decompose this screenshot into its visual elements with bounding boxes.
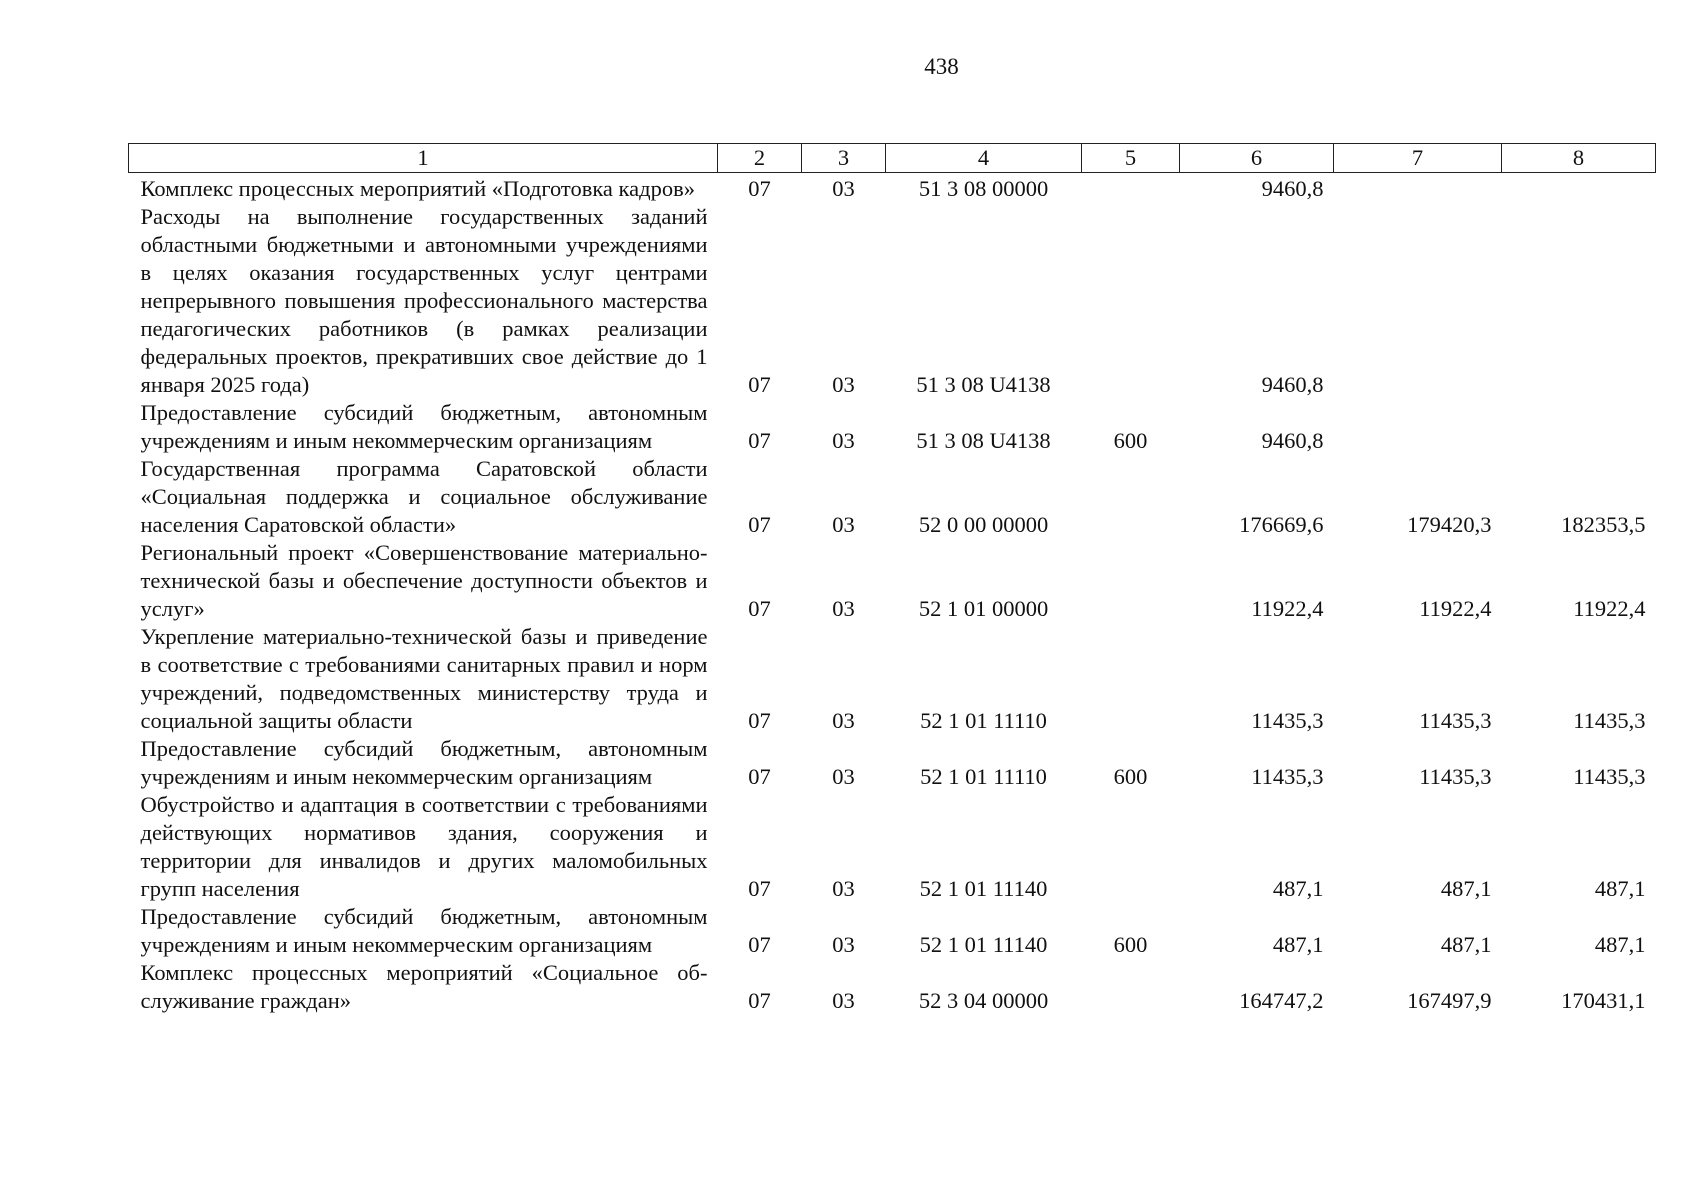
amount-col8-cell [1502,399,1656,455]
amount-col7-cell [1334,173,1502,204]
table-row [129,173,1656,204]
column-header: 8 [1502,144,1656,173]
expense-type-cell [1082,539,1180,623]
row-name: Государственная программа Саратовской области «Социальная поддержка и социальное обслуживание населения Саратовской области» [140,456,708,537]
amount-col6-cell: 11435,3 [1251,764,1324,789]
razdel-cell: 07 [748,876,771,901]
amount-col8-cell: 11922,4 [1573,596,1646,621]
expense-type-cell [1082,959,1180,1015]
table-row [129,959,1656,1015]
table-row [129,399,1656,455]
row-name: Комплекс процессных мероприятий «Социальное обслуживание граждан» [140,960,708,1013]
amount-col7-cell: 179420,3 [1407,512,1492,537]
expense-type-cell [1082,791,1180,903]
target-code-cell: 51 3 08 U4138 [916,372,1051,397]
amount-col8-cell: 11435,3 [1573,764,1646,789]
amount-col7-cell: 11922,4 [1419,596,1492,621]
amount-col6-cell: 164747,2 [1239,988,1324,1013]
razdel-cell: 07 [748,176,771,201]
target-code-cell: 52 3 04 00000 [918,988,1049,1013]
row-name: Укрепление материально-технической базы и приведение в соответствие с требованиями санитарных правил и норм учреждений, подведомственных министерству труда и социальной защиты области [140,624,708,733]
razdel-cell: 07 [748,512,771,537]
amount-col6-cell: 9460,8 [1261,428,1324,453]
podrazdel-cell: 03 [832,176,855,201]
expense-type-cell [1082,455,1180,539]
amount-col8-cell: 182353,5 [1561,512,1646,537]
column-header: 7 [1334,144,1502,173]
target-code-cell: 52 1 01 00000 [918,596,1049,621]
column-header: 4 [886,144,1082,173]
row-name: Комплекс процессных мероприятий «Подготовка кадров» [140,176,695,201]
page-number: 438 [924,54,959,79]
target-code-cell: 51 3 08 U4138 [916,428,1051,453]
amount-col7-cell: 167497,9 [1407,988,1492,1013]
table-row [129,791,1656,903]
razdel-cell: 07 [748,708,771,733]
razdel-cell: 07 [748,428,771,453]
target-code-cell: 52 1 01 11140 [919,876,1048,901]
podrazdel-cell: 03 [832,708,855,733]
amount-col8-cell [1502,173,1656,204]
row-name: Обустройство и адаптация в соответствии с требованиями действующих нормативов здания, сооружения и территории для инвалидов и других маломобильных групп населения [140,792,708,901]
podrazdel-cell: 03 [832,932,855,957]
amount-col7-cell [1334,399,1502,455]
expense-type-cell [1082,173,1180,204]
amount-col6-cell: 11922,4 [1251,596,1324,621]
podrazdel-cell: 03 [832,988,855,1013]
row-name: Расходы на выполнение государственных заданий областными бюджетными и автономными учреждениями в целях оказания государственных услуг центрами непрерывного повышения профессионального мастерства педагогических работников (в рамках реализации федеральных проектов, прекративших свое действие до 1 января 2025 года) [140,204,708,397]
expense-type-cell [1082,203,1180,399]
target-code-cell: 52 1 01 11140 [919,932,1048,957]
amount-col6-cell: 9460,8 [1261,176,1324,201]
podrazdel-cell: 03 [832,512,855,537]
amount-col8-cell [1502,203,1656,399]
column-header: 1 [129,144,718,173]
amount-col6-cell: 487,1 [1272,876,1324,901]
podrazdel-cell: 03 [832,876,855,901]
target-code-cell: 51 3 08 00000 [918,176,1049,201]
razdel-cell: 07 [748,764,771,789]
razdel-cell: 07 [748,372,771,397]
amount-col6-cell: 11435,3 [1251,708,1324,733]
razdel-cell: 07 [748,988,771,1013]
row-name: Предоставление субсидий бюджетным, автономным учреждениям и иным некоммерческим организациям [140,400,708,453]
expense-type-cell [1082,623,1180,735]
target-code-cell: 52 0 00 00000 [918,512,1049,537]
table-row [129,623,1656,735]
amount-col8-cell: 487,1 [1594,932,1646,957]
expense-type-cell: 600 [1113,428,1148,453]
table-row [129,455,1656,539]
amount-col7-cell: 11435,3 [1419,764,1492,789]
row-name: Региональный проект «Совершенствование материально-технической базы и обеспечение доступности объектов и услуг» [140,540,708,621]
row-name: Предоставление субсидий бюджетным, автономным учреждениям и иным некоммерческим организациям [140,736,708,789]
expense-type-cell: 600 [1113,764,1148,789]
column-header: 5 [1082,144,1180,173]
amount-col8-cell: 170431,1 [1561,988,1646,1013]
amount-col8-cell: 487,1 [1594,876,1646,901]
expense-type-cell: 600 [1113,932,1148,957]
amount-col7-cell: 487,1 [1440,876,1492,901]
amount-col7-cell: 11435,3 [1419,708,1492,733]
amount-col8-cell: 11435,3 [1573,708,1646,733]
table-row [129,203,1656,399]
table-row [129,735,1656,791]
razdel-cell: 07 [748,932,771,957]
target-code-cell: 52 1 01 11110 [920,708,1047,733]
row-name: Предоставление субсидий бюджетным, автономным учреждениям и иным некоммерческим организациям [140,904,708,957]
podrazdel-cell: 03 [832,372,855,397]
column-header: 2 [718,144,802,173]
podrazdel-cell: 03 [832,428,855,453]
podrazdel-cell: 03 [832,596,855,621]
column-header: 6 [1180,144,1334,173]
amount-col6-cell: 487,1 [1272,932,1324,957]
table-header-row [129,144,1656,173]
budget-table [128,143,1656,1015]
target-code-cell: 52 1 01 11110 [920,764,1047,789]
amount-col7-cell: 487,1 [1440,932,1492,957]
podrazdel-cell: 03 [832,764,855,789]
amount-col6-cell: 176669,6 [1239,512,1324,537]
table-row [129,903,1656,959]
razdel-cell: 07 [748,596,771,621]
column-header: 3 [802,144,886,173]
table-row [129,539,1656,623]
amount-col6-cell: 9460,8 [1261,372,1324,397]
amount-col7-cell [1334,203,1502,399]
